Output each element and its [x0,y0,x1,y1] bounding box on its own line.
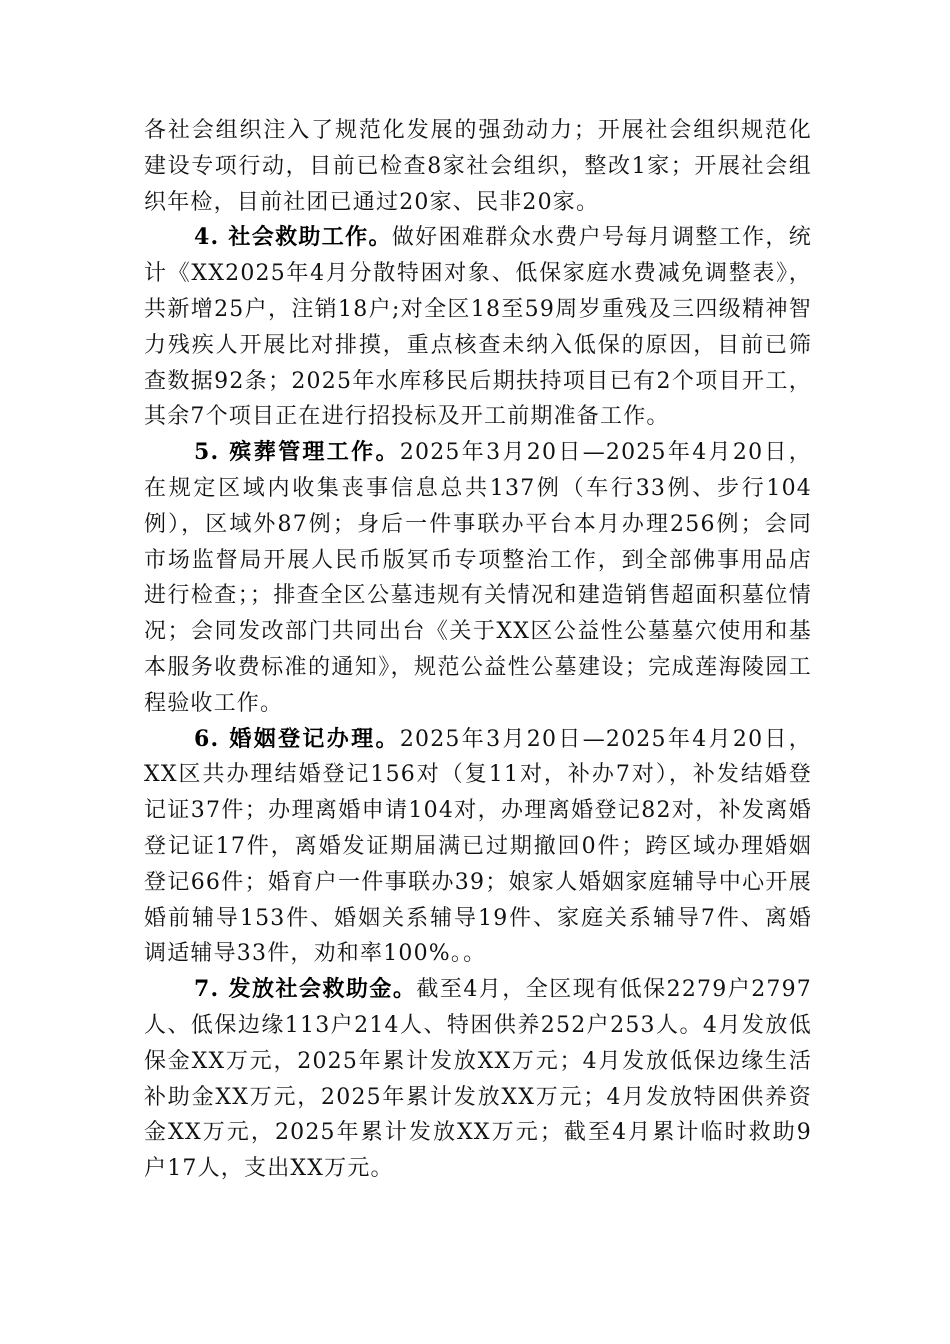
paragraph-body: 截至4月，全区现有低保2279户2797人、低保边缘113户214人、特困供养252户253人。4月发放低保金XX万元，2025年累计发放XX万元；4月发放低保边缘生活补助金XX万元，2025年累计发放XX万元；4月发放特困供养资金XX万元，2025年累计发放XX万元；截至4月累计临时救助9户17人，支出XX万元。 [144,977,812,1182]
document-body [144,113,812,1187]
paragraph-heading: 5. 殡葬管理工作。 [194,439,400,466]
paragraph-body: 做好困难群众水费户号每月调整工作，统计《XX2025年4月分散特困对象、低保家庭水费减免调整表》，共新增25户，注销18户;对全区18至59周岁重残及三四级精神智力残疾人开展比对排摸，重点核查未纳入低保的原因，目前已筛查数据92条；2025年水库移民后期扶持项目已有2个项目开工，其余7个项目正在进行招投标及开工前期准备工作。 [144,225,812,430]
paragraph-continued [144,113,812,220]
paragraph-assistance-funds [144,972,812,1187]
paragraph-funeral-management [144,435,812,721]
paragraph-body: 2025年3月20日—2025年4月20日，在规定区域内收集丧事信息总共137例（车行33例、步行104例），区域外87例；身后一件事联办平台本月办理256例；会同市场监督局开展人民币版冥币专项整治工作，到全部佛事用品店进行检查；；排查全区公墓违规有关情况和建造销售超面积墓位情况；会同发改部门共同出台《关于XX区公益性公墓墓穴使用和基本服务收费标准的通知》，规范公益性公墓建设；完成莲海陵园工程验收工作。 [144,440,812,716]
paragraph-body: 各社会组织注入了规范化发展的强劲动力；开展社会组织规范化建设专项行动，目前已检查8家社会组织，整改1家；开展社会组织年检，目前社团已通过20家、民非20家。 [144,118,812,215]
paragraph-heading: 6. 婚姻登记办理。 [194,725,400,752]
paragraph-heading: 4. 社会救助工作。 [194,224,392,251]
paragraph-marriage-registration [144,722,812,973]
paragraph-body: 2025年3月20日—2025年4月20日，XX区共办理结婚登记156对（复11对，补办7对），补发结婚登记证37件；办理离婚申请104对，办理离婚登记82对，补发离婚登记证17件，离婚发证期届满已过期撤回0件；跨区域办理婚姻登记66件；婚育户一件事联办39；娘家人婚姻家庭辅导中心开展婚前辅导153件、婚姻关系辅导19件、家庭关系辅导7件、离婚调适辅导33件，劝和率100%。。 [144,726,812,967]
paragraph-heading: 7. 发放社会救助金。 [194,976,417,1003]
paragraph-social-assistance [144,220,812,435]
